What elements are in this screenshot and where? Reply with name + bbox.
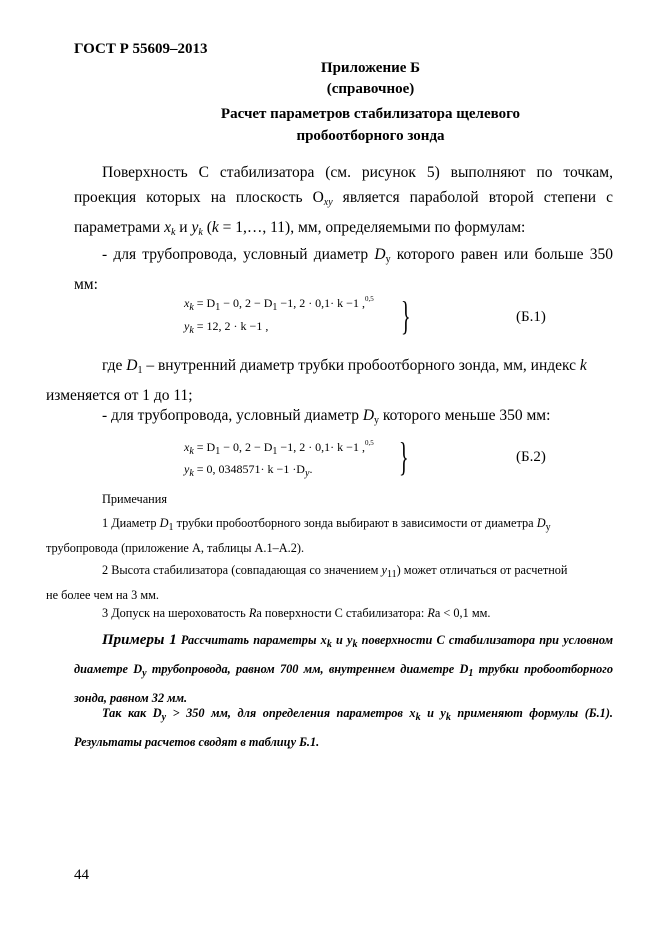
formula-b2-brace: } xyxy=(399,434,409,479)
formula-b1-brace: } xyxy=(401,293,411,338)
formula-b2-number: (Б.2) xyxy=(516,449,546,465)
page-number: 44 xyxy=(74,867,89,883)
formula-b2-line1: $x_k = D_1 - 0$, $2 - D_1 -1$, 2 · 0,1· k −1 ,$^{0,5}$ xyxy=(184,439,374,457)
appendix-title xyxy=(40,103,661,147)
formula-b1 xyxy=(170,293,610,340)
note-3: 3 Допуск на шероховатость Ra поверхности С стабилизатора: Ra < 0,1 мм. xyxy=(102,606,491,620)
formula-b2 xyxy=(170,434,610,484)
formula-b2-line2: $y_k = 0$, $0348571\cdot k -1 \cdot D_y$. xyxy=(184,462,313,479)
appendix-title-line1: Расчет параметров стабилизатора щелевого xyxy=(220,106,521,122)
paragraph-case-small: - для трубопровода, условный диаметр Dу которого меньше 350 мм: xyxy=(102,407,551,426)
appendix-label: Приложение Б xyxy=(320,60,421,76)
example-1: Примеры 1 Рассчитать параметры $x_k$ и $y_k$ поверхности С стабилизатора при условном диаметре $D_у$ трубопровода, равном 700 мм, внутреннем диаметре $D_1$ трубки пробоотборного зонда, равном 32 мм. xyxy=(74,632,614,705)
formula-b1-number: (Б.1) xyxy=(516,309,546,325)
appendix-reference-type: (справочное) xyxy=(326,81,415,97)
document-code: ГОСТ Р 55609–2013 xyxy=(74,41,208,57)
note-1: 1 Диаметр $D_1$ трубки пробоотборного зонда выбирают в зависимости от диаметра $D_у$ трубопровода (приложение А, таблицы А.1–А.2). xyxy=(46,516,551,555)
paragraph-surface: Поверхность С стабилизатора (см. рисунок 5) выполняют по точкам, проекция которых на плоскость Оxy является параболой второй степени с параметрами $x_k$ и $y_k$ (k = 1,…, 11), мм, определяемыми по формулам: xyxy=(74,164,613,238)
paragraph-case-large: - для трубопровода, условный диаметр Dу которого равен или больше 350 мм: xyxy=(74,246,613,293)
formula-b1-line2: $y_k = 12$, 2 · k −1 , xyxy=(184,319,269,336)
paragraph-where: где D1 – внутренний диаметр трубки пробоотборного зонда, мм, индекс k изменяется от 1 до 11; xyxy=(46,357,587,404)
notes-heading: Примечания xyxy=(102,492,168,506)
note-2: 2 Высота стабилизатора (совпадающая со значением $y_{11}$) может отличаться от расчетной не более чем на 3 мм. xyxy=(46,563,568,602)
example-2: Так как $D_у > 350$ мм, для определения параметров $x_k$ и $y_k$ применяют формулы (Б.1). Результаты расчетов сводят в таблицу Б.1. xyxy=(74,706,613,749)
formula-b1-line1: $x_k = D_1 - 0$, $2 - D_1 -1$, 2 · 0,1· k −1 ,$^{0,5}$ xyxy=(184,295,374,313)
appendix-title-line2: пробоотборного зонда xyxy=(296,128,445,144)
